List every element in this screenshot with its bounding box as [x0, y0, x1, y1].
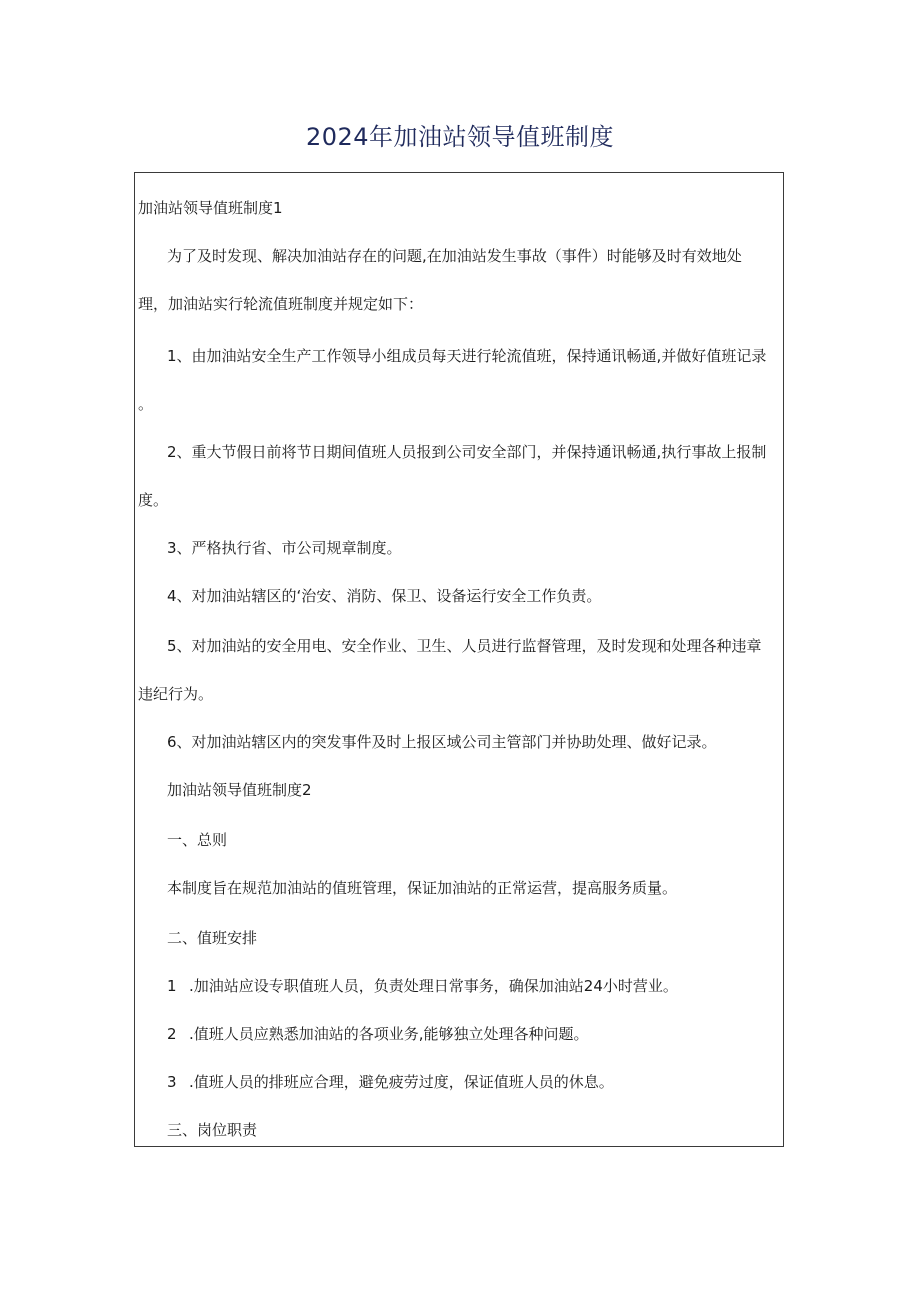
section-heading-1: 加油站领导值班制度1 [138, 199, 283, 217]
rule-item-2: 2、重大节假日前将节日期间值班人员报到公司安全部门，并保持通讯畅通,执行事故上报制 [167, 443, 767, 461]
page-title: 2024年加油站领导值班制度 [305, 123, 615, 151]
schedule-item-3 [135, 1071, 783, 1093]
item-number: 2 [167, 1025, 177, 1043]
item-text: .值班人员应熟悉加油站的各项业务,能够独立处理各种问题。 [189, 1025, 589, 1043]
section-heading-2: 加油站领导值班制度2 [167, 781, 312, 799]
general-paragraph: 本制度旨在规范加油站的值班管理，保证加油站的正常运营，提高服务质量。 [167, 879, 678, 897]
rule-item-3: 3、严格执行省、市公司规章制度。 [167, 539, 402, 557]
intro-paragraph: 为了及时发现、解决加油站存在的问题,在加油站发生事故（事件）时能够及时有效地处 [167, 247, 742, 265]
rule-item-1-cont: 。 [138, 395, 154, 413]
rule-item-1: 1、由加油站安全生产工作领导小组成员每天进行轮流值班，保持通讯畅通,并做好值班记录 [167, 347, 767, 365]
rule-item-5: 5、对加油站的安全用电、安全作业、卫生、人员进行监督管理，及时发现和处理各种违章 [167, 637, 762, 655]
chapter-general: 一、总则 [167, 831, 228, 849]
chapter-schedule: 二、值班安排 [167, 929, 258, 947]
intro-paragraph-cont: 理，加油站实行轮流值班制度并规定如下： [138, 295, 424, 313]
item-number: 3 [167, 1073, 177, 1091]
rule-item-4: 4、对加油站辖区的‘治安、消防、保卫、设备运行安全工作负责。 [167, 587, 602, 605]
document-body [134, 172, 784, 1147]
rule-item-5-cont: 违纪行为。 [138, 685, 214, 703]
chapter-duties: 三、岗位职责 [167, 1121, 258, 1139]
schedule-item-1 [135, 975, 783, 997]
schedule-item-2 [135, 1023, 783, 1045]
item-text: .值班人员的排班应合理，避免疲劳过度，保证值班人员的休息。 [189, 1073, 614, 1091]
item-text: .加油站应设专职值班人员，负责处理日常事务，确保加油站24小时营业。 [189, 977, 678, 995]
rule-item-2-cont: 度。 [138, 491, 169, 509]
rule-item-6: 6、对加油站辖区内的突发事件及时上报区域公司主管部门并协助处理、做好记录。 [167, 733, 717, 751]
item-number: 1 [167, 977, 177, 995]
